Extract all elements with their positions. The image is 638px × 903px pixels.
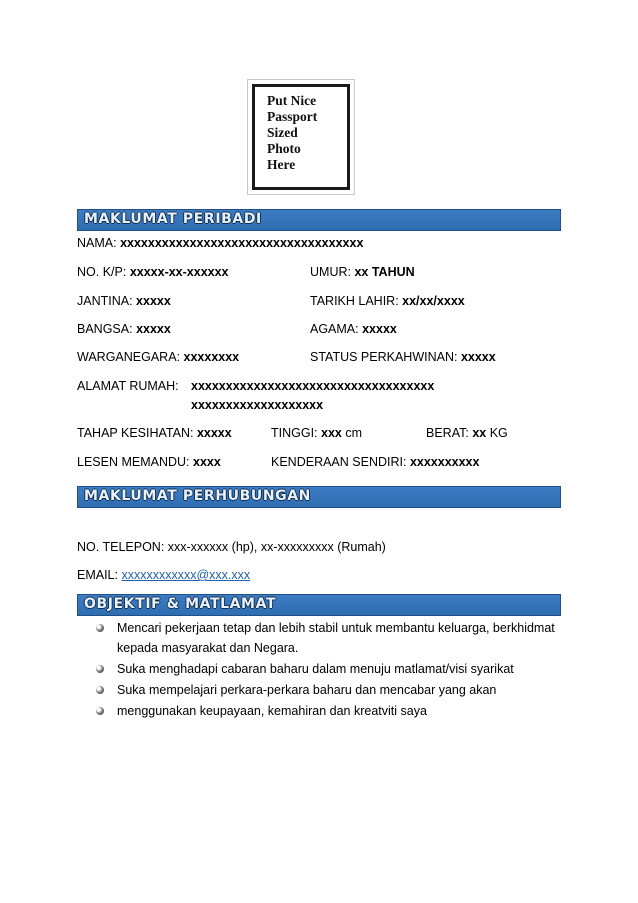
gender-row [77,294,171,308]
address-line-1: xxxxxxxxxxxxxxxxxxxxxxxxxxxxxxxxxxx [191,379,435,393]
list-item [96,618,566,658]
objective-text: menggunakan keupayaan, kemahiran dan kreatviti saya [117,704,427,718]
section-title-objective: OBJEKTIF & MATLAMAT [84,596,277,612]
objective-text: Suka menghadapi cabaran baharu dalam menuju matlamat/visi syarikat [117,662,514,676]
citizenship-label: WARGANEGARA: [77,350,181,364]
birthdate-label: TARIKH LAHIR: [310,294,399,308]
license-value: xxxx [193,455,221,469]
gender-value: xxxxx [136,294,171,308]
objectives-list [96,618,566,722]
marital-status-row [310,350,496,364]
passport-photo-placeholder [247,79,355,195]
health-row [77,426,232,440]
ic-value: xxxxx-xx-xxxxxx [129,265,229,279]
section-header-objective [77,594,561,616]
height-row [271,426,362,440]
weight-row [426,426,508,440]
health-value: xxxxx [196,426,232,440]
height-unit: cm [345,426,363,440]
race-label: BANGSA: [77,322,133,336]
photo-placeholder-text: Put Nice Passport Sized Photo Here [267,93,318,172]
list-item [96,659,566,679]
license-row [77,455,221,469]
height-value: xxx [321,426,342,440]
address-label: ALAMAT RUMAH: [77,379,179,393]
section-title-personal: MAKLUMAT PERIBADI [84,211,262,227]
religion-row [310,322,397,336]
religion-label: AGAMA: [310,322,359,336]
ic-label: NO. K/P: [77,265,127,279]
weight-value: xx [472,426,487,440]
citizenship-row [77,350,239,364]
email-label: EMAIL: [77,568,118,582]
own-vehicle-label: KENDERAAN SENDIRI: [271,455,407,469]
ic-row [77,265,229,279]
name-value: xxxxxxxxxxxxxxxxxxxxxxxxxxxxxxxxxxx [120,236,364,250]
religion-value: xxxxx [362,322,397,336]
race-value: xxxxx [136,322,171,336]
health-label: TAHAP KESIHATAN: [77,426,194,440]
objective-text: Suka mempelajari perkara-perkara baharu dan mencabar yang akan [117,683,497,697]
own-vehicle-value: xxxxxxxxxx [409,455,480,469]
bullet-icon [96,624,104,632]
age-row [310,265,415,279]
birthdate-value: xx/xx/xxxx [402,294,465,308]
bullet-icon [96,686,104,694]
license-label: LESEN MEMANDU: [77,455,190,469]
own-vehicle-row [271,455,479,469]
weight-label: BERAT: [426,426,469,440]
age-value: xx TAHUN [354,265,415,279]
phone-row: NO. TELEPON: xxx-xxxxxx (hp), xx-xxxxxxxxx (Rumah) [77,540,386,554]
email-link[interactable]: xxxxxxxxxxxx@xxx.xxx [121,568,251,582]
address-line-2: xxxxxxxxxxxxxxxxxxx [191,398,324,412]
weight-unit: KG [489,426,508,440]
section-header-contact [77,486,561,508]
section-header-personal [77,209,561,231]
name-label: NAMA: [77,236,117,250]
bullet-icon [96,707,104,715]
age-label: UMUR: [310,265,351,279]
list-item [96,680,566,700]
email-row [77,568,250,582]
objective-text: Mencari pekerjaan tetap dan lebih stabil untuk membantu keluarga, berkhidmat kepada masyarakat dan Negara. [117,621,555,655]
marital-status-label: STATUS PERKAHWINAN: [310,350,458,364]
name-row [77,236,363,250]
marital-status-value: xxxxx [460,350,496,364]
section-title-contact: MAKLUMAT PERHUBUNGAN [84,488,311,504]
birthdate-row [310,294,465,308]
photo-frame [252,84,350,190]
race-row [77,322,171,336]
bullet-icon [96,665,104,673]
list-item [96,701,566,721]
citizenship-value: xxxxxxxx [183,350,240,364]
gender-label: JANTINA: [77,294,133,308]
height-label: TINGGI: [271,426,318,440]
